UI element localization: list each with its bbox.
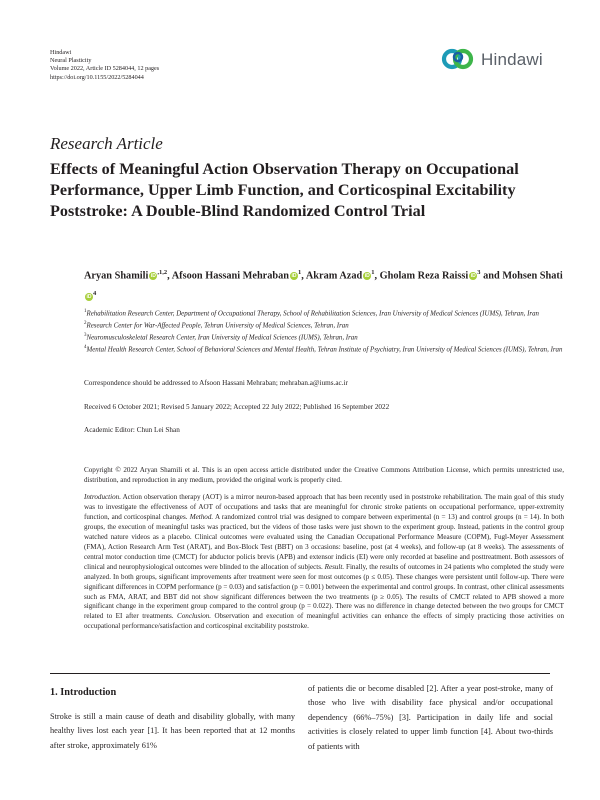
author-list: Aryan Shamili $iD^{,1,2}$, Afsoon Hassani Mehraban $iD^1$, Akram Azad $iD^1$, Gholam Reza Raissi $iD^3$ and Mohsen ShatiiD$^4$ (84, 269, 563, 301)
abstract-result: Finally, the results of outcomes in 24 patients who completed the study were analyzed. In both groups, significant improvements after treatment were seen for most outcomes (p ≤ 0.05). These changes were persistent until follow-up. There were significant differences in COPM performance (p = 0.03) and satisfaction (p = 0.001) between the experimental and control groups. In contrast, other clinical assessments such as FMA, ARAT, and BBT did not show significant differences between the two treatments (p ≥ 0.05). The results of CMCT related to APB showed a more significant change in the experiment group compared to the control group (p = 0.022). There was no difference in change detected between the two groups for CMCT related to EI after treatments. (84, 562, 564, 621)
affiliation-list (84, 307, 564, 355)
hindawi-rings-icon (441, 44, 481, 74)
affiliation-number: 3 (84, 332, 87, 338)
doi-link[interactable]: https://doi.org/10.1155/2022/5284044 (50, 73, 144, 81)
hindawi-logo (441, 44, 553, 74)
abstract (84, 493, 564, 632)
orcid-icon[interactable]: iD (291, 273, 297, 280)
journal-name: Neural Plasticity (50, 57, 92, 65)
author-conjunction: and (483, 270, 503, 282)
author-affiliation-marker: 1 (298, 269, 302, 276)
author-affiliation-marker: 3 (477, 269, 481, 276)
affiliation-item (84, 319, 564, 331)
author-affiliation-marker: 4 (93, 289, 97, 297)
author-name[interactable]: Akram Azad (305, 270, 363, 282)
author-name[interactable]: Gholam Reza Raissi (379, 270, 469, 282)
orcid-icon[interactable]: iD (150, 273, 156, 280)
author-name[interactable]: Mohsen Shati (502, 270, 563, 282)
academic-editor: Academic Editor: Chun Lei Shan (84, 426, 180, 434)
affiliation-text: Rehabilitation Research Center, Department of Occupational Therapy, School of Rehabilitation Sciences, Iran University of Medical Sciences (IUMS), Tehran, Iran (86, 310, 539, 318)
orcid-icon[interactable]: iD (86, 294, 92, 301)
publisher-name: Hindawi (50, 49, 72, 56)
body-column-left: Stroke is still a main cause of death and disability globally, with many healthy lives lost each year [1]. It has been reported that at 12 months after stroke, approximately 61% (50, 712, 295, 750)
abstract-method: A randomized control trial was designed to compare between experimental (n = 13) and control groups (n = 14). In both groups, the execution of meaningful tasks was practiced, but the videos of those tasks were just shown to the experiment group. Instead, patients in the control group watched nature videos as a placebo. Clinical outcomes were evaluated using the Canadian Occupational Performance Measure (COPM), Fugl-Meyer Assessment (FMA), Action Research Arm Test (ARAT), and Box-Block Test (BBT) on 3 occasions: baseline, post (at 4 weeks), and follow-up (at 8 weeks). The assessments of central motor conduction time (CMCT) for abductor policis brevis (APB) and extensor indicis (EI) were only recorded at baseline and posttreatment. Both assessors of clinical and neurophysiological outcomes were blinded to the allocation of subjects. (84, 512, 565, 571)
affiliation-number: 4 (84, 344, 87, 350)
author-name[interactable]: Aryan Shamili (84, 270, 149, 282)
affiliation-text: Mental Health Research Center, School of Behavioral Sciences and Mental Health, Tehran Institute of Psychiatry, Iran University of Medical Sciences (IUMS), Tehran, Iran (86, 345, 563, 353)
affiliation-text: Neuromusculoskeletal Research Center, Iran University of Medical Sciences (IUMS), Tehran, Iran (86, 334, 358, 342)
section-divider (50, 673, 550, 674)
abstract-result-label: Result. (324, 562, 345, 571)
logo-wordmark: Hindawi (481, 50, 543, 69)
volume-info: Volume 2022, Article ID 5284044, 12 pages (50, 65, 160, 73)
abstract-intro: Action observation therapy (AOT) is a mirror neuron-based approach that has been recently used in poststroke rehabilitation. The main goal of this study was to investigate the effectiveness of AOT of occupations and tasks that are meaningful for chronic stroke patients on occupational performance, upper-extremity function, and corticospinal changes. (84, 493, 564, 521)
affiliation-text: Research Center for War-Affected People, Tehran University of Medical Sciences, Tehran, Iran (86, 322, 349, 330)
author-affiliation-marker: 1 (371, 269, 375, 276)
affiliation-number: 1 (84, 309, 87, 314)
author-affiliation-marker: ,1,2 (157, 269, 168, 276)
abstract-conclusion-label: Conclusion. (176, 612, 212, 621)
abstract-intro-label: Introduction. (84, 493, 121, 501)
author-name[interactable]: Afsoon Hassani Mehraban (171, 270, 290, 282)
article-title: Effects of Meaningful Action Observation Therapy on Occupational Performance, Upper Limb Function, and Corticospinal Excitability Poststroke: A Double-Blind Randomized Control Trial (50, 160, 519, 220)
article-type: Research Article (50, 134, 163, 153)
affiliation-number: 2 (84, 320, 87, 326)
abstract-method-label: Method. (189, 512, 214, 521)
publication-dates: Received 6 October 2021; Revised 5 January 2022; Accepted 22 July 2022; Published 16 September 2022 (84, 403, 390, 411)
section-heading: 1. Introduction (50, 687, 117, 698)
orcid-icon[interactable]: iD (470, 273, 476, 280)
abstract-conclusion: Observation and execution of meaningful activities can enhance the effects of simply practicing those activities on occupational performance/satisfaction and corticospinal excitability poststroke. (84, 612, 564, 631)
body-column-right: of patients die or become disabled [2]. After a year post-stroke, many of those who live with disability face physical and/or occupational dependency (66%–75%) [3]. Participation in daily life and social activities is closely related to upper limb function [4]. About two-thirds of patients with (308, 684, 553, 751)
journal-header (50, 49, 159, 82)
correspondence: Correspondence should be addressed to Afsoon Hassani Mehraban; mehraban.a@iums.ac.ir (84, 379, 348, 387)
orcid-icon[interactable]: iD (364, 273, 370, 280)
affiliation-item (84, 343, 564, 355)
copyright-notice: Copyright © 2022 Aryan Shamili et al. This is an open access article distributed under the Creative Commons Attribution License, which permits unrestricted use, distribution, and reproduction in any medium, provided the original work is properly cited. (84, 466, 564, 484)
affiliation-item (84, 307, 564, 319)
affiliation-item (84, 331, 564, 343)
